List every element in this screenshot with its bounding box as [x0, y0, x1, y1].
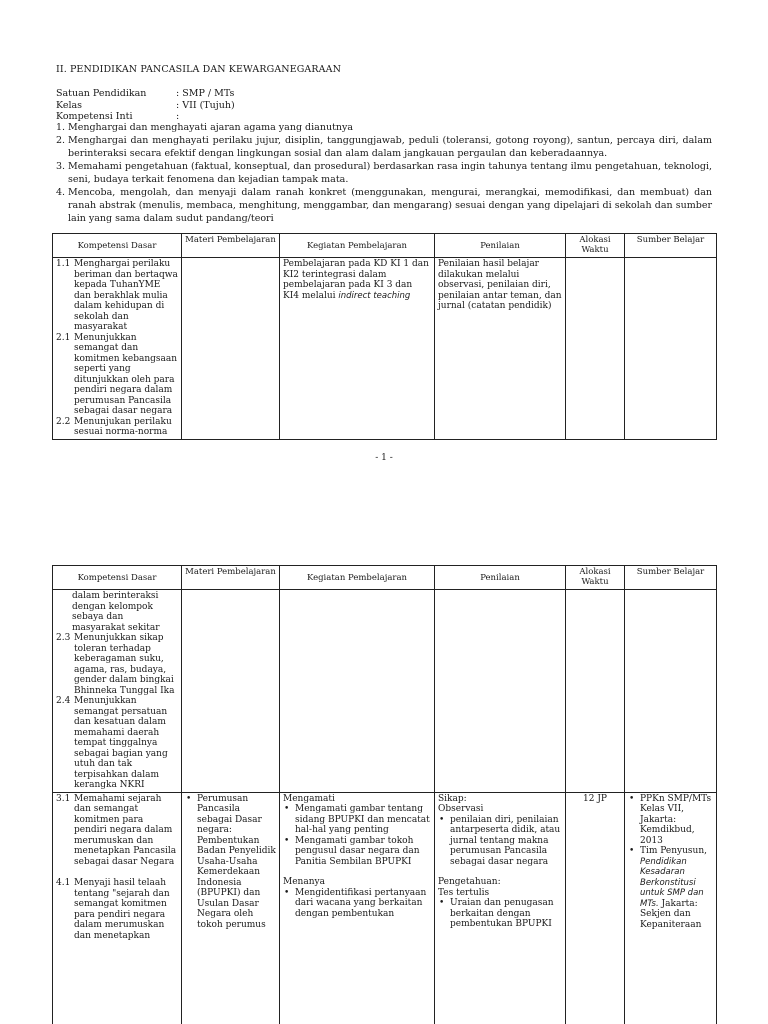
header-kd: Kompetensi Dasar [53, 566, 182, 590]
kd-text: Menghargai perilaku beriman dan bertaqwa kepada TuhanYME dan berakhlak mulia dalam kehidupan di sekolah dan masyarakat [74, 259, 178, 332]
materi-item: • Perumusan Pancasila sebagai Dasar negara: Pembentukan Badan Penyelidik Usaha-Usaha Kemerdekaan Indonesia (BPUPKI) dan Usulan Dasar Negara oleh tokoh perumus [185, 794, 276, 931]
kegiatan-list [283, 804, 431, 867]
penilaian-heading-observasi: Observasi [438, 804, 484, 814]
ki-num: 3. [56, 161, 66, 172]
meta-kelas [56, 100, 235, 111]
kd-num: 3.1 [56, 793, 71, 804]
alokasi-cell [566, 792, 625, 1024]
kd-text: Menyaji hasil telaah tentang "sejarah dan semangat komitmen para pendiri negara dalam merumuskan dan menetapkan [74, 878, 170, 941]
alokasi-cell [566, 258, 625, 440]
kegiatan-cell [280, 590, 435, 793]
kd-num: 2.1 [56, 332, 71, 343]
kd-item [56, 794, 178, 868]
kegiatan-item: • Mengamati gambar tokoh pengusul dasar negara dan Panitia Sembilan BPUPKI [283, 836, 431, 868]
kd-num: 1.1 [56, 259, 71, 269]
header-penilaian: Penilaian [435, 234, 566, 258]
ki-item [56, 186, 712, 225]
page-1 [0, 0, 768, 480]
penilaian-heading-tes: Tes tertulis [438, 887, 490, 898]
ki-num: 2. [56, 135, 66, 146]
ki-item [56, 134, 712, 160]
kd-item [56, 878, 178, 941]
ki-num: 1. [56, 122, 66, 133]
penilaian-cell [435, 258, 566, 440]
kd-text: Memahami sejarah dan semangat komitmen para pendiri negara dalam merumuskan dan menetapkan Pancasila sebagai dasar Negara [74, 793, 177, 867]
table-row [53, 590, 717, 793]
header-alokasi: Alokasi Waktu [566, 566, 625, 590]
ki-num: 4. [56, 187, 66, 198]
penilaian-list [438, 815, 562, 868]
sumber-author: Tim Penyusun, [640, 846, 708, 856]
materi-cell [182, 792, 280, 1024]
sumber-cell [625, 792, 717, 1024]
header-kegiatan: Kegiatan Pembelajaran [280, 566, 435, 590]
materi-cell [182, 590, 280, 793]
header-kd: Kompetensi Dasar [53, 234, 182, 258]
ki-text: Menghargai dan menghayati perilaku jujur, disiplin, tanggungjawab, peduli (toleransi, gotong royong), santun, percaya diri, dalam berinteraksi secara efektif dengan lingkungan sosial dan alam dalam jangkauan pergaulan dan keberadaannya. [68, 135, 712, 159]
kd-table-1 [52, 233, 717, 440]
kd-text: Menunjukan perilaku sesuai norma-norma [74, 416, 172, 437]
kegiatan-cell [280, 792, 435, 1024]
kd-cell [53, 258, 182, 440]
ki-text: Menghargai dan menghayati ajaran agama yang dianutnya [68, 122, 354, 133]
kd-item [56, 333, 178, 417]
sumber-book-title: Pendidikan Kesadaran Berkonstitusi untuk SMP dan MTs. [640, 856, 704, 909]
kd-cell [53, 792, 182, 1024]
kegiatan-text: Pembelajaran pada KD KI 1 dan KI2 terintegrasi dalam pembelajaran pada KI 3 dan KI4 melalui [283, 259, 429, 301]
kegiatan-heading-menanya: Menanya [283, 877, 325, 887]
penilaian-text: Penilaian hasil belajar dilakukan melalui observasi, penilaian diri, penilaian antar teman, dan jurnal (catatan pendidik) [438, 259, 562, 311]
table-header-row [53, 234, 717, 258]
header-sumber: Sumber Belajar [625, 566, 717, 590]
kd-item [56, 633, 178, 696]
kegiatan-cell [280, 258, 435, 440]
kelas-value: : VII (Tujuh) [176, 100, 235, 111]
satuan-value: : SMP / MTs [176, 88, 235, 99]
kd-continuation: dalam berinteraksi dengan kelompok sebaya dan masyarakat sekitar [72, 591, 160, 633]
penilaian-cell [435, 792, 566, 1024]
alokasi-value: 12 JP [583, 793, 607, 804]
kegiatan-item: • Mengidentifikasi pertanyaan dari wacana yang berkaitan dengan pembentukan [283, 888, 431, 920]
kd-num: 2.3 [56, 633, 71, 643]
kd-text: Menunjukkan sikap toleran terhadap keberagaman suku, agama, ras, budaya, gender dalam bingkai Bhinneka Tunggal Ika [74, 633, 175, 696]
sumber-item: • PPKn SMP/MTs Kelas VII, Jakarta: Kemdikbud, 2013 [628, 794, 713, 847]
kegiatan-item: • Mengamati gambar tentang sidang BPUPKI dan mencatat hal-hal yang penting [283, 804, 431, 836]
kegiatan-italic: indirect teaching [338, 290, 411, 301]
table-row [53, 258, 717, 440]
penilaian-cell [435, 590, 566, 793]
kd-item [56, 417, 178, 438]
satuan-label: Satuan Pendidikan [56, 88, 147, 99]
kegiatan-heading-mengamati: Mengamati [283, 793, 335, 804]
kd-item [56, 696, 178, 791]
kd-text: Menunjukkan semangat persatuan dan kesatuan dalam memahami daerah tempat tinggalnya sebagai bagian yang utuh dan tak terpisahkan dalam kerangka NKRI [74, 696, 168, 790]
header-materi: Materi Pembelajaran [182, 234, 280, 258]
kelas-label: Kelas [56, 100, 83, 111]
penilaian-heading-sikap: Sikap: [438, 793, 467, 804]
kd-num: 4.1 [56, 878, 71, 888]
kd-cell [53, 590, 182, 793]
penilaian-heading-pengetahuan: Pengetahuan: [438, 877, 501, 887]
sumber-item [628, 846, 713, 930]
penilaian-item: • penilaian diri, penilaian antarpeserta didik, atau jurnal tentang makna perumusan Pancasila sebagai dasar negara [438, 815, 562, 868]
header-kegiatan: Kegiatan Pembelajaran [280, 234, 435, 258]
sumber-list [628, 794, 713, 931]
materi-list [185, 794, 276, 931]
page-number: - 1 - [375, 453, 393, 463]
section-title: II. PENDIDIKAN PANCASILA DAN KEWARGANEGARAAN [56, 64, 341, 75]
penilaian-item: • Uraian dan penugasan berkaitan dengan pembentukan BPUPKI [438, 898, 562, 930]
header-sumber: Sumber Belajar [625, 234, 717, 258]
header-penilaian: Penilaian [435, 566, 566, 590]
ki-text: Memahami pengetahuan (faktual, konseptual, dan prosedural) berdasarkan rasa ingin tahunya tentang ilmu pengetahuan, teknologi, seni, budaya terkait fenomena dan kejadian tampak mata. [68, 161, 712, 185]
alokasi-cell [566, 590, 625, 793]
kd-num: 2.4 [56, 696, 71, 706]
materi-cell [182, 258, 280, 440]
ki-text: Mencoba, mengolah, dan menyaji dalam ranah konkret (menggunakan, mengurai, merangkai, memodifikasi, dan membuat) dan ranah abstrak (menulis, membaca, menghitung, menggambar, dan mengarang) sesuai dengan yang dipelajari di sekolah dan sumber lain yang sama dalam sudut pandang/teori [68, 187, 712, 224]
kd-text: Menunjukkan semangat dan komitmen kebangsaan seperti yang ditunjukkan oleh para pendiri negara dalam perumusan Pancasila sebagai dasar negara [74, 332, 178, 416]
table-row [53, 792, 717, 1024]
ki-label: Kompetensi Inti [56, 111, 133, 122]
ki-value: : [176, 111, 180, 122]
meta-satuan [56, 88, 234, 99]
table-header-row [53, 566, 717, 590]
kd-item [56, 259, 178, 333]
ki-item [56, 160, 712, 186]
kd-table-2 [52, 565, 717, 1024]
header-materi: Materi Pembelajaran [182, 566, 280, 590]
kegiatan-list [283, 888, 431, 920]
header-alokasi: Alokasi Waktu [566, 234, 625, 258]
sumber-publisher: Jakarta: Sekjen dan Kepaniteraan [640, 898, 702, 930]
page-2 [0, 520, 768, 1024]
penilaian-list [438, 898, 562, 930]
kompetensi-inti-list [56, 121, 712, 225]
sumber-cell [625, 258, 717, 440]
ki-item [56, 121, 712, 134]
sumber-cell [625, 590, 717, 793]
kd-num: 2.2 [56, 416, 71, 427]
